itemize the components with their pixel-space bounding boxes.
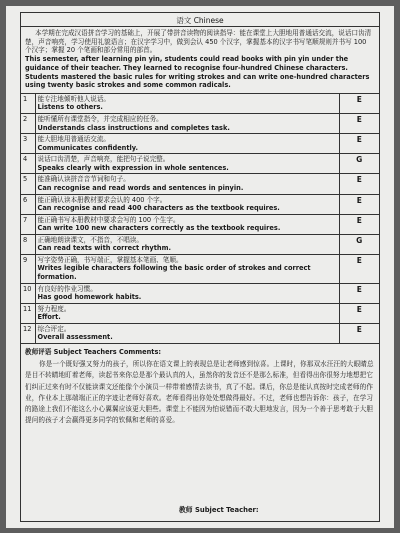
item-description-chinese: 能正确认读本册教材要求会认的 400 个字。 <box>37 195 167 204</box>
item-description-english: Can recognise and read 400 characters as the textbook requires. <box>37 204 280 213</box>
report-sheet <box>20 12 380 522</box>
item-description-chinese: 能大胆地用普通话交流。 <box>37 135 111 144</box>
item-grade: E <box>339 254 379 283</box>
item-description <box>35 214 339 234</box>
table-row <box>21 154 379 174</box>
item-number: 11 <box>21 303 35 323</box>
item-description-chinese: 说话口齿清楚，声音响亮，能把句子说完整。 <box>37 155 170 164</box>
item-number: 12 <box>21 323 35 343</box>
item-description <box>35 234 339 254</box>
item-description-chinese: 能专注地倾听他人说话。 <box>37 94 111 103</box>
comments-heading: 教师评语 Subject Teachers Comments: <box>25 347 162 356</box>
item-number: 7 <box>21 214 35 234</box>
item-grade: E <box>339 134 379 154</box>
report-card-page <box>6 6 394 528</box>
item-description <box>35 303 339 323</box>
intro-english: This semester, after learning pin yin, students could read books with pin yin under the guidance of their teacher. They learned to recognise four-hundred Chinese characters. Students mastered the basic rules for writing strokes and can write one-hundred characters using twenty basic strokes and some common radicals. <box>25 55 370 90</box>
item-number: 1 <box>21 94 35 114</box>
assessment-table <box>21 94 379 344</box>
item-number: 6 <box>21 194 35 214</box>
table-row <box>21 323 379 343</box>
item-grade: E <box>339 214 379 234</box>
item-grade: E <box>339 194 379 214</box>
item-number: 5 <box>21 174 35 194</box>
item-description <box>35 94 339 114</box>
teacher-comments <box>21 344 379 521</box>
item-description <box>35 174 339 194</box>
item-description-chinese: 能听懂所有课堂指令，并完成相应的任务。 <box>37 115 163 124</box>
item-description-english: Can write 100 new characters correctly as the textbook requires. <box>37 224 281 233</box>
table-row <box>21 114 379 134</box>
teacher-signature: 教师 Subject Teacher: <box>179 506 259 515</box>
table-row <box>21 214 379 234</box>
item-description <box>35 134 339 154</box>
item-grade: G <box>339 234 379 254</box>
item-description-chinese: 能正确书写本册教材中要求会写的 100 个生字。 <box>37 215 180 224</box>
item-description <box>35 194 339 214</box>
item-number: 3 <box>21 134 35 154</box>
item-description-english: Can recognise and read words and sentences in pinyin. <box>37 183 244 192</box>
item-number: 4 <box>21 154 35 174</box>
intro-chinese: 本学期在完成汉语拼音学习的基础上，开展了带拼音读物的阅读指导：能在课堂上大胆地用普通话交流，说话口齿清楚，声音响亮，学习使用礼貌语言；在汉字学习中，做到会认 450 个汉字，掌握基本的汉字书写笔顺规则并书写 100 个汉字；掌握 20 个笔画和部分常用的部首。 <box>25 29 372 55</box>
item-description-english: Can read texts with correct rhythm. <box>37 244 171 253</box>
item-description <box>35 283 339 303</box>
item-number: 9 <box>21 254 35 283</box>
item-description <box>35 254 339 283</box>
item-number: 8 <box>21 234 35 254</box>
subject-intro <box>21 27 379 94</box>
item-grade: E <box>339 323 379 343</box>
table-row <box>21 94 379 114</box>
item-grade: E <box>339 94 379 114</box>
item-description-english: Communicates confidently. <box>37 143 138 152</box>
item-description-chinese: 综合评定。 <box>37 324 71 333</box>
item-description-english: Effort. <box>37 313 61 322</box>
item-description-english: Overall assessment. <box>37 333 113 342</box>
item-description-chinese: 努力程度。 <box>37 304 71 313</box>
item-grade: E <box>339 174 379 194</box>
table-row <box>21 283 379 303</box>
table-row <box>21 134 379 154</box>
table-row <box>21 303 379 323</box>
item-description-english: Understands class instructions and completes task. <box>37 123 230 132</box>
item-grade: E <box>339 303 379 323</box>
item-grade: E <box>339 114 379 134</box>
item-number: 2 <box>21 114 35 134</box>
item-description-chinese: 有良好的作业习惯。 <box>37 284 97 293</box>
table-row <box>21 234 379 254</box>
item-grade: G <box>339 154 379 174</box>
table-row <box>21 254 379 283</box>
item-description-english: Listens to others. <box>37 103 103 112</box>
item-description <box>35 114 339 134</box>
item-description-chinese: 能准确认读拼音音节词和句子。 <box>37 175 130 184</box>
item-number: 10 <box>21 283 35 303</box>
item-description-english: Writes legible characters following the basic order of strokes and correct formation. <box>37 264 311 282</box>
comments-body: 你是一个既好强又努力的孩子，所以你在语文课上的表现总是让老师感到惊喜。上课时，你那双水汪汪的大眼睛总是目不转睛地盯着老师，读起书来你总是那个最认真的人，虽然你的发音还不是那么标准，但看得出你很努力地想把它们纠正过来有时不仅能读课文还能像个小演员一样带着感情去读书，真了不起。课后，你总是能认真按时完成老师的作业，作业本上那端端正正的字迹让老师好喜欢。老师看得出你处处想做得最好。不过，老师也想告诉你：孩子，在学习的路途上我们不能这么小心翼翼应该更大胆些。课堂上不能因为怕说错而不敢大胆地发言，因为一个善于思考敢于大胆提问的孩子才会赢得更多同学的钦佩和老师的喜爱。 <box>25 360 374 425</box>
subject-title: 语文 Chinese <box>21 13 379 27</box>
item-description-english: Has good homework habits. <box>37 293 142 302</box>
table-row <box>21 194 379 214</box>
item-description <box>35 323 339 343</box>
item-description-chinese: 正确地朗读课文，不指音，不唱读。 <box>37 235 143 244</box>
item-description-chinese: 写字姿势正确，书写端正，掌握基本笔画、笔顺。 <box>37 255 183 264</box>
table-row <box>21 174 379 194</box>
item-grade: E <box>339 283 379 303</box>
item-description-english: Speaks clearly with expression in whole sentences. <box>37 163 229 172</box>
item-description <box>35 154 339 174</box>
